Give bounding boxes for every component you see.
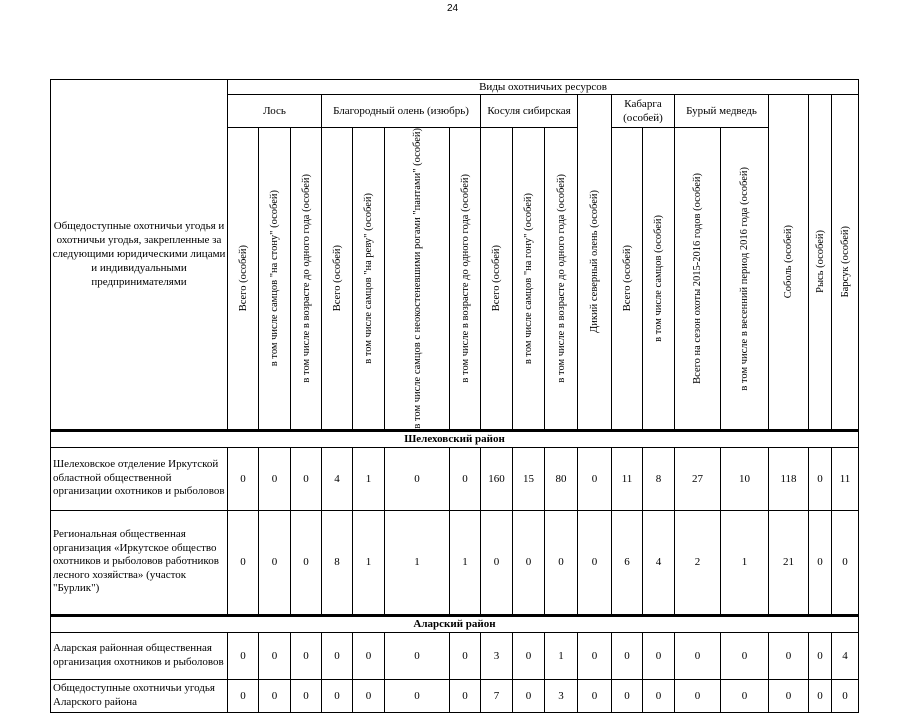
table-row (51, 679, 859, 712)
table-cell: 0 (228, 679, 259, 712)
table-cell: 0 (450, 632, 481, 679)
table-cell: 0 (513, 679, 545, 712)
col-header-9: в том числе самцов "на гону" (особей) (513, 128, 545, 431)
table-cell: 4 (322, 447, 353, 510)
col-header-7: в том числе в возрасте до одного года (особей) (450, 128, 481, 431)
col-header-17: Рысь (особей) (809, 95, 832, 431)
col-header-5: в том числе самцов "на реву" (особей) (353, 128, 385, 431)
table-cell: 0 (809, 510, 832, 615)
table-cell: 0 (481, 510, 513, 615)
table-cell: 1 (721, 510, 769, 615)
table-cell: 118 (769, 447, 809, 510)
table-cell: 0 (643, 632, 675, 679)
table-cell: 0 (385, 447, 450, 510)
col-header-16: Соболь (особей) (769, 95, 809, 431)
table-cell: 0 (259, 510, 291, 615)
table-cell: 6 (612, 510, 643, 615)
table-cell: 10 (721, 447, 769, 510)
table-cell: 0 (259, 632, 291, 679)
table-cell: 0 (322, 632, 353, 679)
table-cell: 0 (809, 679, 832, 712)
col-header-6: в том числе самцов с неокостеневшими рогами "пантами" (особей) (385, 128, 450, 431)
table-cell: 0 (450, 679, 481, 712)
page-number: 24 (446, 3, 459, 14)
hunting-resources-table (50, 79, 859, 713)
organization-name: Общедоступные охотничьи угодья Аларского района (51, 679, 228, 712)
table-cell: 0 (259, 447, 291, 510)
table-cell: 0 (291, 447, 322, 510)
table-cell: 0 (578, 679, 612, 712)
table-cell: 11 (832, 447, 859, 510)
table-cell: 0 (612, 679, 643, 712)
table-title: Виды охотничьих ресурсов (228, 80, 859, 95)
table-cell: 2 (675, 510, 721, 615)
table-cell: 0 (513, 632, 545, 679)
table-cell: 3 (481, 632, 513, 679)
table-cell: 11 (612, 447, 643, 510)
district-heading: Аларский район (51, 615, 859, 632)
table-cell: 1 (353, 510, 385, 615)
table-cell: 0 (513, 510, 545, 615)
group-header-blagorodny-olen: Благородный олень (изюбрь) (322, 95, 481, 128)
table-cell: 0 (769, 679, 809, 712)
organization-name: Аларская районная общественная организация охотников и рыболовов (51, 632, 228, 679)
table-cell: 0 (578, 632, 612, 679)
table-cell: 0 (385, 632, 450, 679)
table-cell: 0 (322, 679, 353, 712)
group-header-kabarga: Кабарга (особей) (612, 95, 675, 128)
table-cell: 0 (545, 510, 578, 615)
table-row (51, 510, 859, 615)
table-cell: 0 (832, 679, 859, 712)
table-cell: 1 (450, 510, 481, 615)
table-cell: 21 (769, 510, 809, 615)
corner-header: Общедоступные охотничьи угодья и охотничьи угодья, закрепленные за следующими юридическими лицами и индивидуальными предпринимателями (51, 80, 228, 431)
table-cell: 80 (545, 447, 578, 510)
table-cell: 15 (513, 447, 545, 510)
group-header-kosulya: Косуля сибирская (481, 95, 578, 128)
table-cell: 0 (809, 632, 832, 679)
organization-name: Шелеховское отделение Иркутской областной общественной организации охотников и рыболовов (51, 447, 228, 510)
table-cell: 0 (385, 679, 450, 712)
col-header-11: Дикий северный олень (особей) (578, 95, 612, 431)
table-cell: 4 (832, 632, 859, 679)
table-cell: 1 (545, 632, 578, 679)
table-cell: 8 (322, 510, 353, 615)
col-header-1: Всего (особей) (228, 128, 259, 431)
table-row (51, 632, 859, 679)
col-header-18: Барсук (особей) (832, 95, 859, 431)
col-header-13: в том числе самцов (особей) (643, 128, 675, 431)
col-header-2: в том числе самцов "на стону" (особей) (259, 128, 291, 431)
col-header-14: Всего на сезон охоты 2015-2016 годов (особей) (675, 128, 721, 431)
district-heading: Шелеховский район (51, 430, 859, 447)
group-header-los: Лось (228, 95, 322, 128)
table-cell: 0 (578, 447, 612, 510)
table-cell: 0 (353, 632, 385, 679)
table-cell: 0 (721, 632, 769, 679)
table-cell: 4 (643, 510, 675, 615)
organization-name: Региональная общественная организация «Иркутское общество охотников и рыболовов работников лесного хозяйства» (участок "Бурлик") (51, 510, 228, 615)
table-cell: 0 (291, 679, 322, 712)
table-cell: 0 (228, 632, 259, 679)
table-cell: 0 (809, 447, 832, 510)
table-cell: 0 (353, 679, 385, 712)
col-header-10: в том числе в возрасте до одного года (особей) (545, 128, 578, 431)
table-cell: 7 (481, 679, 513, 712)
table-row (51, 447, 859, 510)
col-header-3: в том числе в возрасте до одного года (особей) (291, 128, 322, 431)
col-header-8: Всего (особей) (481, 128, 513, 431)
table-cell: 8 (643, 447, 675, 510)
table-cell: 0 (578, 510, 612, 615)
table-cell: 0 (291, 632, 322, 679)
table-cell: 0 (832, 510, 859, 615)
table-cell: 0 (612, 632, 643, 679)
table-cell: 27 (675, 447, 721, 510)
table-cell: 0 (228, 510, 259, 615)
table-cell: 1 (353, 447, 385, 510)
table-cell: 0 (769, 632, 809, 679)
table-cell: 160 (481, 447, 513, 510)
table-cell: 0 (643, 679, 675, 712)
table-cell: 0 (228, 447, 259, 510)
table-cell: 0 (259, 679, 291, 712)
col-header-15: в том числе в весенний период 2016 года (особей) (721, 128, 769, 431)
col-header-12: Всего (особей) (612, 128, 643, 431)
table-cell: 3 (545, 679, 578, 712)
table-cell: 1 (385, 510, 450, 615)
table-cell: 0 (291, 510, 322, 615)
table-cell: 0 (675, 632, 721, 679)
table-cell: 0 (721, 679, 769, 712)
table-cell: 0 (450, 447, 481, 510)
col-header-4: Всего (особей) (322, 128, 353, 431)
table-cell: 0 (675, 679, 721, 712)
group-header-bury-medved: Бурый медведь (675, 95, 769, 128)
